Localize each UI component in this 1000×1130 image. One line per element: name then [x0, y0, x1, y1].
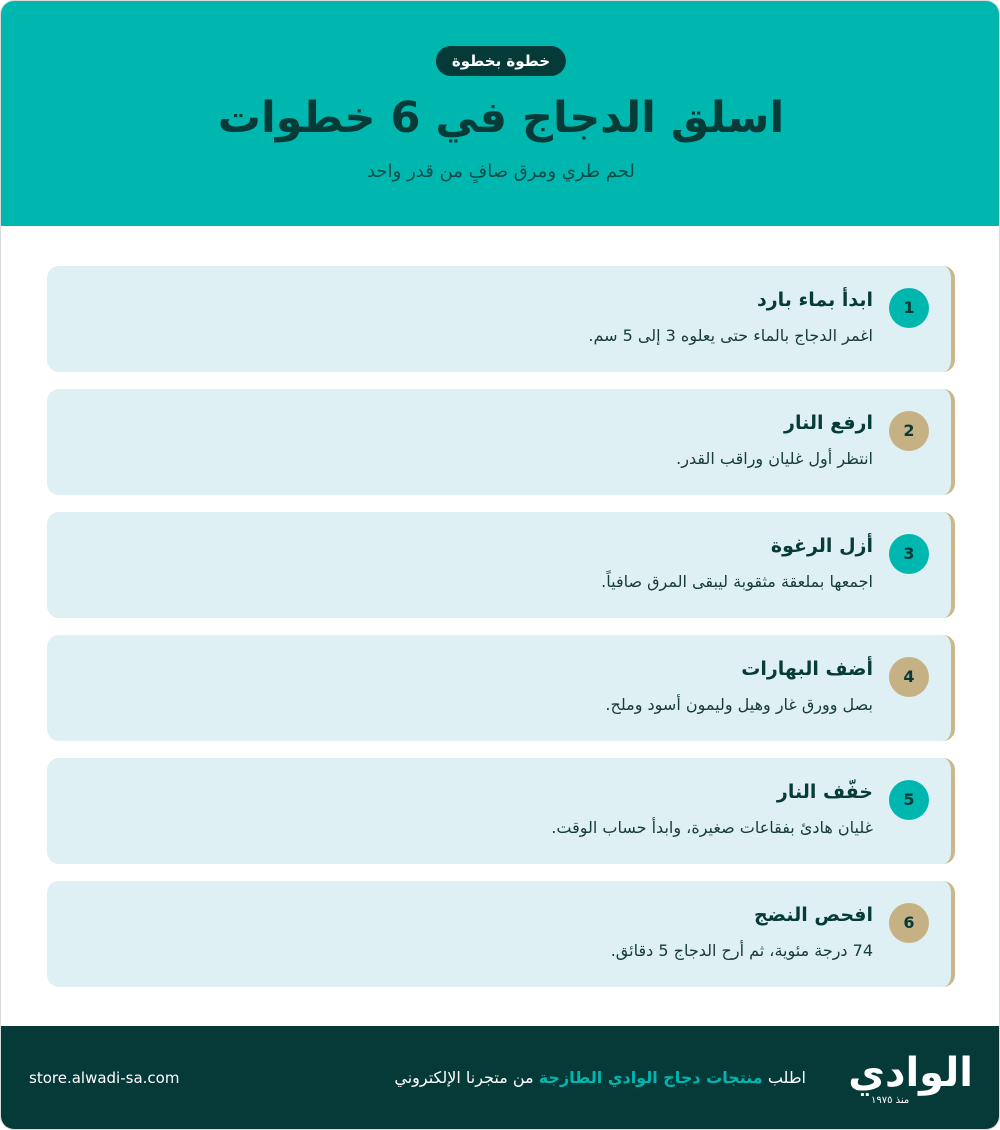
brand-logo — [849, 1050, 973, 1110]
step-description: بصل وورق غار وهيل وليمون أسود وملح. — [605, 695, 873, 714]
cta-highlight-link[interactable]: منتجات دجاج الوادي الطازجة — [538, 1068, 763, 1087]
step-description: اغمر الدجاج بالماء حتى يعلوه 3 إلى 5 سم. — [588, 326, 873, 345]
step-description: اجمعها بملعقة مثقوبة ليبقى المرق صافياً. — [601, 572, 873, 591]
header — [1, 1, 1000, 226]
cta-suffix: من متجرنا الإلكتروني — [394, 1068, 534, 1087]
category-badge: خطوة بخطوة — [436, 46, 566, 76]
logo-since-text: منذ ١٩٧٥ — [871, 1095, 910, 1106]
step-card-6 — [47, 881, 955, 987]
step-description: 74 درجة مئوية، ثم أرح الدجاج 5 دقائق. — [610, 941, 873, 960]
step-title: افحص النضج — [753, 904, 873, 926]
step-number-badge: 2 — [889, 411, 929, 451]
step-number-badge: 1 — [889, 288, 929, 328]
page-subtitle: لحم طري ومرق صافٍ من قدر واحد — [367, 161, 635, 182]
store-url-link[interactable]: store.alwadi-sa.com — [29, 1069, 180, 1087]
step-title: خفّف النار — [776, 781, 873, 803]
store-cta — [394, 1066, 806, 1090]
step-description: غليان هادئ بفقاعات صغيرة، وابدأ حساب الوقت. — [551, 818, 873, 837]
step-title: أضف البهارات — [741, 658, 873, 680]
step-card-3 — [47, 512, 955, 618]
footer — [1, 1026, 1000, 1130]
step-card-1 — [47, 266, 955, 372]
step-number-badge: 6 — [889, 903, 929, 943]
cta-prefix: اطلب — [767, 1068, 806, 1087]
steps-list — [47, 266, 955, 1004]
step-card-2 — [47, 389, 955, 495]
step-card-4 — [47, 635, 955, 741]
step-number-badge: 4 — [889, 657, 929, 697]
step-title: أزل الرغوة — [770, 535, 873, 557]
step-description: انتظر أول غليان وراقب القدر. — [676, 449, 873, 468]
page-title: اسلق الدجاج في 6 خطوات — [217, 93, 785, 143]
step-title: ارفع النار — [784, 412, 873, 434]
step-card-5 — [47, 758, 955, 864]
step-number-badge: 3 — [889, 534, 929, 574]
step-title: ابدأ بماء بارد — [756, 289, 873, 311]
logo-wordmark: الوادي — [848, 1050, 973, 1096]
step-number-badge: 5 — [889, 780, 929, 820]
